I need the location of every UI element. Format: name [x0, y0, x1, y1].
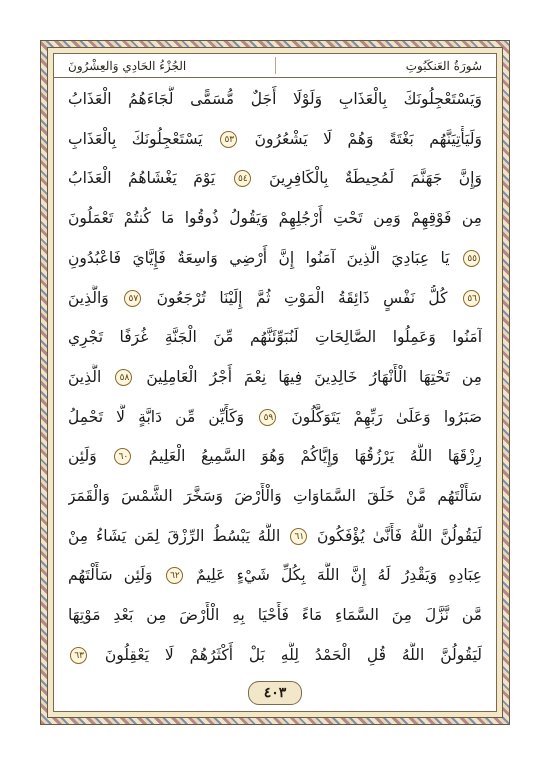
ayah-marker: ٦١ — [290, 528, 307, 545]
header-divider — [275, 57, 276, 74]
text-line: عِبَادِهِ وَيَقْدِرُ لَهُ إِنَّ اللَّهَ بِكُلِّ شَيْءٍ عَلِيمٌ ٦٢ وَلَئِن سَأَلْتَهُم — [68, 566, 482, 585]
ayah-marker: ٥٣ — [220, 131, 237, 148]
text-line: وَيَسْتَعْجِلُونَكَ بِالْعَذَابِ وَلَوْلَا أَجَلٌ مُّسَمًّى لَّجَاءَهُمُ الْعَذَابُ — [68, 90, 482, 108]
juz-label: الجُزْءُ الحَادِي وَالعِشْرُونَ — [68, 58, 187, 73]
ayah-marker: ٥٦ — [463, 290, 480, 307]
text-line: مَّن نَّزَّلَ مِنَ السَّمَاءِ مَاءً فَأَحْيَا بِهِ الْأَرْضَ مِن بَعْدِ مَوْتِهَا — [68, 606, 482, 625]
text-line: لَيَقُولُنَّ اللَّهُ قُلِ الْحَمْدُ لِلَّهِ بَلْ أَكْثَرُهُمْ لَا يَعْقِلُونَ ٦٣ — [68, 642, 482, 669]
text-line: رِزْقَهَا اللَّهُ يَرْزُقُهَا وَإِيَّاكُمْ وَهُوَ السَّمِيعُ الْعَلِيمُ ٦٠ وَلَئِن — [68, 447, 482, 466]
ayah-marker: ٥٧ — [124, 290, 141, 307]
surah-label: سُورَةُ العَنكَبُوتِ — [405, 58, 482, 73]
text-line: لَيَقُولُنَّ اللَّهُ فَأَنَّىٰ يُؤْفَكُونَ ٦١ اللَّهُ يَبْسُطُ الرِّزْقَ لِمَن يَشَاءُ مِنْ — [68, 526, 482, 545]
text-line: صَبَرُوا وَعَلَىٰ رَبِّهِمْ يَتَوَكَّلُونَ ٥٩ وَكَأَيِّن مِّن دَابَّةٍ لَّا تَحْمِلُ — [68, 407, 482, 426]
text-line: ٥٦ كُلُّ نَفْسٍ ذَائِقَةُ الْمَوْتِ ثُمَّ إِلَيْنَا تُرْجَعُونَ ٥٧ وَالَّذِينَ — [68, 285, 482, 312]
text-line: وَإِنَّ جَهَنَّمَ لَمُحِيطَةٌ بِالْكَافِرِينَ ٥٤ يَوْمَ يَغْشَاهُمُ الْعَذَابُ — [68, 169, 482, 188]
text-line: وَلَيَأْتِيَنَّهُم بَغْتَةً وَهُمْ لَا يَشْعُرُونَ ٥٣ يَسْتَعْجِلُونَكَ بِالْعَذَابِ — [68, 129, 482, 148]
ayah-marker: ٦٢ — [166, 567, 183, 584]
text-line: ٥٥ يَا عِبَادِيَ الَّذِينَ آمَنُوا إِنَّ أَرْضِي وَاسِعَةٌ فَإِيَّايَ فَاعْبُدُونِ — [68, 245, 482, 272]
ayah-marker: ٥٩ — [259, 409, 276, 426]
ayah-marker: ٥٨ — [115, 369, 132, 386]
text-line: مِن فَوْقِهِمْ وَمِن تَحْتِ أَرْجُلِهِمْ وَيَقُولُ ذُوقُوا مَا كُنتُمْ تَعْمَلُونَ — [68, 209, 482, 228]
ayah-marker: ٦٣ — [70, 647, 87, 664]
text-frame — [53, 53, 497, 712]
page-footer — [54, 677, 496, 711]
ayah-marker: ٥٥ — [463, 250, 480, 267]
text-line: مِن تَحْتِهَا الْأَنْهَارُ خَالِدِينَ فِيهَا نِعْمَ أَجْرُ الْعَامِلِينَ ٥٨ الَّذِينَ — [68, 367, 482, 386]
page-header — [54, 54, 496, 78]
quran-text — [68, 86, 482, 669]
page-number: ٤٠٣ — [248, 681, 302, 705]
text-line: آمَنُوا وَعَمِلُوا الصَّالِحَاتِ لَنُبَوِّئَنَّهُم مِّنَ الْجَنَّةِ غُرَفًا تَجْرِي — [68, 328, 482, 347]
ayah-marker: ٥٤ — [234, 170, 251, 187]
ayah-marker: ٦٠ — [114, 448, 131, 465]
text-line: سَأَلْتَهُم مَّنْ خَلَقَ السَّمَاوَاتِ وَالْأَرْضَ وَسَخَّرَ الشَّمْسَ وَالْقَمَرَ — [68, 487, 482, 506]
